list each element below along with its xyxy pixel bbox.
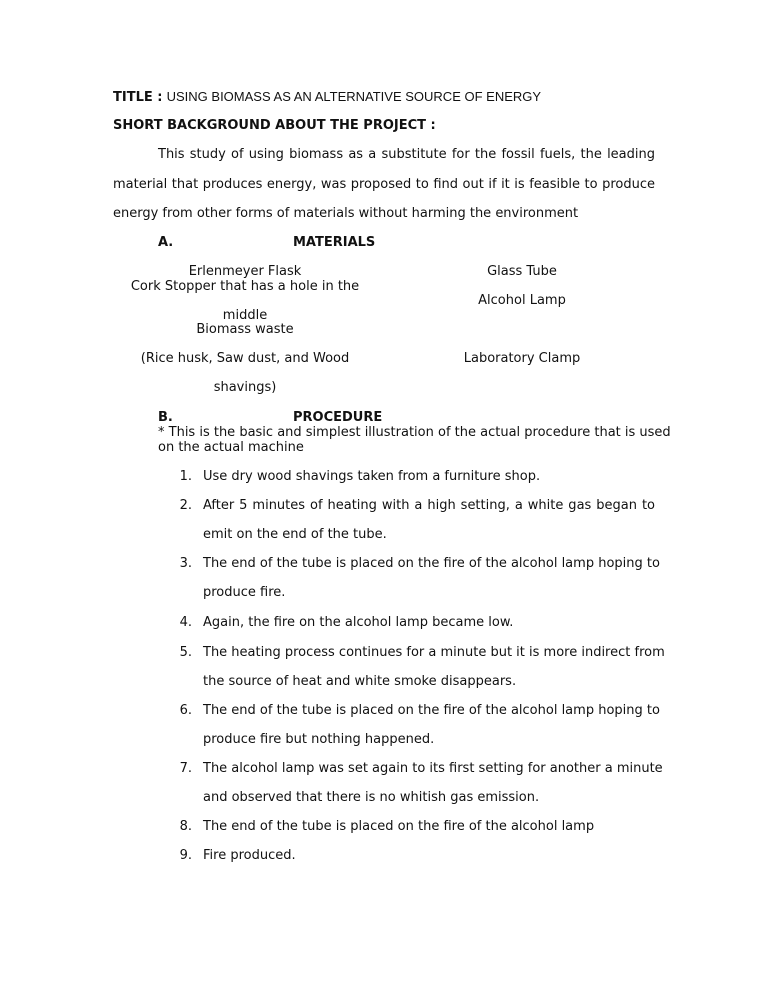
background-line: material that produces energy, was proposed to find out if it is feasible to produce [113, 177, 655, 192]
title-label: TITLE : [113, 90, 163, 105]
step-text: The end of the tube is placed on the fire of the alcohol lamp hoping to [203, 703, 660, 718]
background-heading: SHORT BACKGROUND ABOUT THE PROJECT : [113, 118, 436, 133]
step-number: 8. [179, 819, 192, 834]
step-number: 4. [179, 615, 192, 630]
material-item: Biomass waste [196, 322, 294, 337]
step-number: 2. [179, 498, 192, 513]
material-item-continued: middle [222, 308, 268, 323]
background-line: energy from other forms of materials without harming the environment [113, 206, 579, 221]
material-item-continued: shavings) [213, 380, 277, 395]
step-text: The end of the tube is placed on the fire of the alcohol lamp hoping to [203, 556, 660, 571]
materials-letter: A. [158, 235, 174, 250]
document-title [113, 89, 541, 106]
step-text: emit on the end of the tube. [203, 527, 387, 542]
background-line: This study of using biomass as a substitute for the fossil fuels, the leading [158, 147, 655, 162]
materials-heading: MATERIALS [293, 235, 376, 250]
step-text: The end of the tube is placed on the fire of the alcohol lamp [203, 819, 595, 834]
step-text: The heating process continues for a minute but it is more indirect from [203, 645, 665, 660]
material-item: Laboratory Clamp [463, 351, 581, 366]
step-text: the source of heat and white smoke disappears. [203, 674, 517, 689]
step-number: 7. [179, 761, 192, 776]
step-number: 5. [179, 645, 192, 660]
procedure-note: on the actual machine [158, 440, 304, 455]
step-text: Use dry wood shavings taken from a furniture shop. [203, 469, 541, 484]
step-number: 6. [179, 703, 192, 718]
material-item: Cork Stopper that has a hole in the [130, 279, 360, 294]
procedure-letter: B. [158, 410, 173, 425]
procedure-heading: PROCEDURE [293, 410, 383, 425]
step-text: produce fire but nothing happened. [203, 732, 435, 747]
procedure-note: * This is the basic and simplest illustration of the actual procedure that is used [158, 425, 671, 440]
step-number: 1. [179, 469, 192, 484]
step-number: 9. [179, 848, 192, 863]
material-item: Erlenmeyer Flask [188, 264, 302, 279]
material-item: Glass Tube [487, 264, 557, 279]
step-text: Fire produced. [203, 848, 296, 863]
step-text: Again, the fire on the alcohol lamp became low. [203, 615, 514, 630]
title-value: USING BIOMASS AS AN ALTERNATIVE SOURCE OF ENERGY [166, 89, 542, 104]
material-item: (Rice husk, Saw dust, and Wood [140, 351, 350, 366]
step-text: After 5 minutes of heating with a high setting, a white gas began to [203, 498, 655, 513]
step-text: and observed that there is no whitish gas emission. [203, 790, 540, 805]
step-number: 3. [179, 556, 192, 571]
material-item: Alcohol Lamp [478, 293, 566, 308]
step-text: produce fire. [203, 585, 286, 600]
step-text: The alcohol lamp was set again to its first setting for another a minute [203, 761, 663, 776]
